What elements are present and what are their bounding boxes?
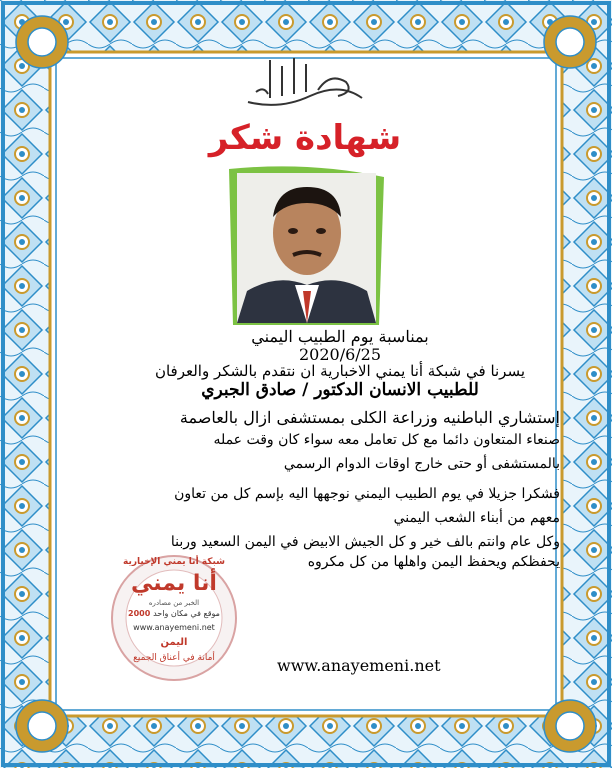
body-line-2: بالمستشفى أو حتى خارج اوقات الدوام الرسمي bbox=[283, 456, 560, 472]
bismillah-calligraphy-icon bbox=[240, 52, 370, 114]
thanks-line-2: معهم من أبناء الشعب اليمني bbox=[393, 510, 560, 526]
seal-url: www.anayemeni.net bbox=[133, 623, 215, 632]
date-line: 2020/6/25 bbox=[298, 345, 382, 364]
wish-line-1: وكل عام وانتم بالف خير و كل الجيش الابيض في اليمن السعيد وربنا bbox=[170, 534, 560, 550]
body-line-1: صنعاء المتعاون دائما مع كل تعامل معه سواء كان وقت عمله bbox=[213, 432, 560, 448]
recipient-line: للطبيب الانسان الدكتور / صادق الجبري bbox=[201, 380, 479, 400]
intro-line: يسرنا في شبكة أنا يمني الاخبارية ان نتقدم بالشكر والعرفان bbox=[154, 362, 526, 380]
seal-count-text: موقع في مكان واحد bbox=[153, 609, 220, 618]
position-line: إستشاري الباطنيه وزراعة الكلى بمستشفى ازال بالعاصمة bbox=[179, 408, 560, 427]
seal-count-row bbox=[99, 609, 249, 618]
portrait-photo bbox=[237, 173, 376, 323]
seal-country: اليمن bbox=[160, 637, 188, 648]
certificate-title: شهادة شكر bbox=[208, 118, 402, 158]
seal-count: 2000 bbox=[128, 609, 151, 618]
seal-logo: أنا يمني bbox=[131, 571, 217, 596]
seal-arc-bottom: أمانة في أعناق الجميع bbox=[133, 653, 215, 663]
portrait-frame bbox=[229, 165, 384, 325]
website-url: www.anayemeni.net bbox=[277, 656, 441, 675]
seal-slogan: الخبر من مصادره bbox=[148, 599, 200, 607]
occasion-line: بمناسبة يوم الطبيب اليمني bbox=[251, 327, 429, 346]
publisher-seal bbox=[99, 553, 249, 683]
wish-line-2: يحفظكم ويحفظ اليمن واهلها من كل مكروه bbox=[307, 554, 560, 570]
thanks-line-1: فشكرا جزيلا في يوم الطبيب اليمني نوجهها اليه بإسم كل من تعاون bbox=[174, 486, 560, 502]
seal-arc-top: شبكة أنا يمني الإخبارية bbox=[123, 557, 225, 567]
